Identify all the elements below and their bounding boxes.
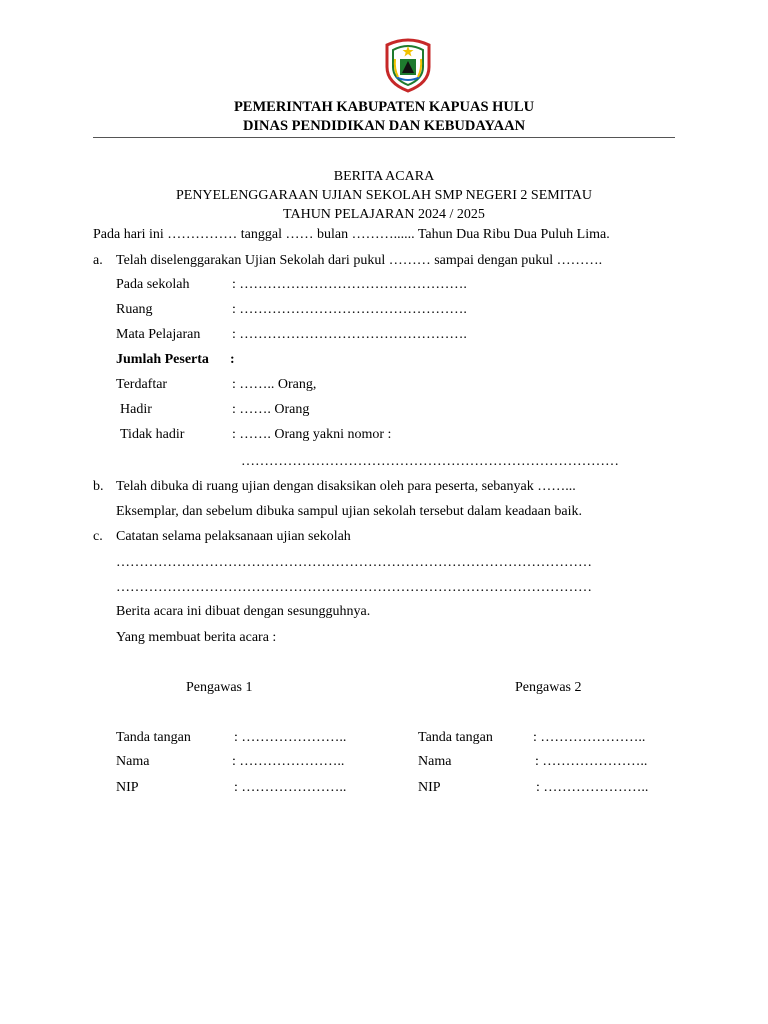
header-department: DINAS PENDIDIKAN DAN KEBUDAYAAN [242, 118, 526, 134]
field-value-jumlah-peserta: : [230, 352, 235, 367]
sig2-value-nama: : ………………….. [535, 754, 648, 769]
field-value-mata-pelajaran: : …………………………………………. [232, 327, 467, 342]
regency-crest-icon [382, 37, 434, 93]
section-a-text: Telah diselenggarakan Ujian Sekolah dari pukul ……… sampai dengan pukul ………. [116, 253, 603, 268]
sig2-label-nama: Nama [418, 754, 452, 769]
sig1-label-nama: Nama [116, 754, 150, 769]
field-value-ruang: : …………………………………………. [232, 302, 467, 317]
field-label-hadir: Hadir [120, 402, 152, 417]
section-b-marker: b. [93, 479, 104, 494]
intro-line: Pada hari ini …………… tanggal …… bulan ………...... Tahun Dua Ribu Dua Puluh Lima. [93, 227, 610, 242]
sig2-value-nip: : ………………….. [536, 780, 649, 795]
field-value-terdaftar: : …….. Orang, [232, 377, 317, 392]
section-c-text: Catatan selama pelaksanaan ujian sekolah [116, 529, 351, 544]
sig1-value-nama: : ………………….. [232, 754, 345, 769]
sig2-label-tanda-tangan: Tanda tangan [418, 730, 493, 745]
notes-line-1: ………………………………………………………………………………………… [116, 555, 592, 570]
field-label-mata-pelajaran: Mata Pelajaran [116, 327, 201, 342]
section-a-marker: a. [93, 253, 103, 268]
field-label-pada-sekolah: Pada sekolah [116, 277, 190, 292]
pengawas-2-heading: Pengawas 2 [515, 680, 582, 695]
sig1-value-nip: : ………………….. [234, 780, 347, 795]
sig2-value-tanda-tangan: : ………………….. [533, 730, 646, 745]
section-b-line2: Eksemplar, dan sebelum dibuka sampul ujian sekolah tersebut dalam keadaan baik. [116, 504, 582, 519]
field-label-terdaftar: Terdaftar [116, 377, 168, 392]
field-label-jumlah-peserta: Jumlah Peserta [116, 352, 209, 367]
document-title: BERITA ACARA [333, 169, 435, 184]
section-c-marker: c. [93, 529, 103, 544]
section-b-line1: Telah dibuka di ruang ujian dengan disaksikan oleh para peserta, sebanyak ……... [116, 479, 576, 494]
header-government: PEMERINTAH KABUPATEN KAPUAS HULU [233, 99, 535, 115]
sig1-label-tanda-tangan: Tanda tangan [116, 730, 191, 745]
field-value-hadir: : ……. Orang [232, 402, 310, 417]
notes-line-2: ………………………………………………………………………………………… [116, 580, 592, 595]
field-value-pada-sekolah: : …………………………………………. [232, 277, 467, 292]
sig1-value-tanda-tangan: : ………………….. [234, 730, 347, 745]
pengawas-1-heading: Pengawas 1 [186, 680, 253, 695]
closing-maker: Yang membuat berita acara : [116, 630, 277, 645]
field-label-tidak-hadir: Tidak hadir [120, 427, 185, 442]
absent-numbers-line: ……………………………………………………………………… [241, 454, 619, 469]
closing-statement: Berita acara ini dibuat dengan sesungguhnya. [116, 604, 371, 619]
field-label-ruang: Ruang [116, 302, 153, 317]
field-value-tidak-hadir: : ……. Orang yakni nomor : [232, 427, 392, 442]
sig1-label-nip: NIP [116, 780, 139, 795]
academic-year: TAHUN PELAJARAN 2024 / 2025 [283, 207, 485, 222]
header-divider [93, 137, 675, 138]
document-subtitle: PENYELENGGARAAN UJIAN SEKOLAH SMP NEGERI 2 SEMITAU [175, 188, 593, 203]
sig2-label-nip: NIP [418, 780, 441, 795]
